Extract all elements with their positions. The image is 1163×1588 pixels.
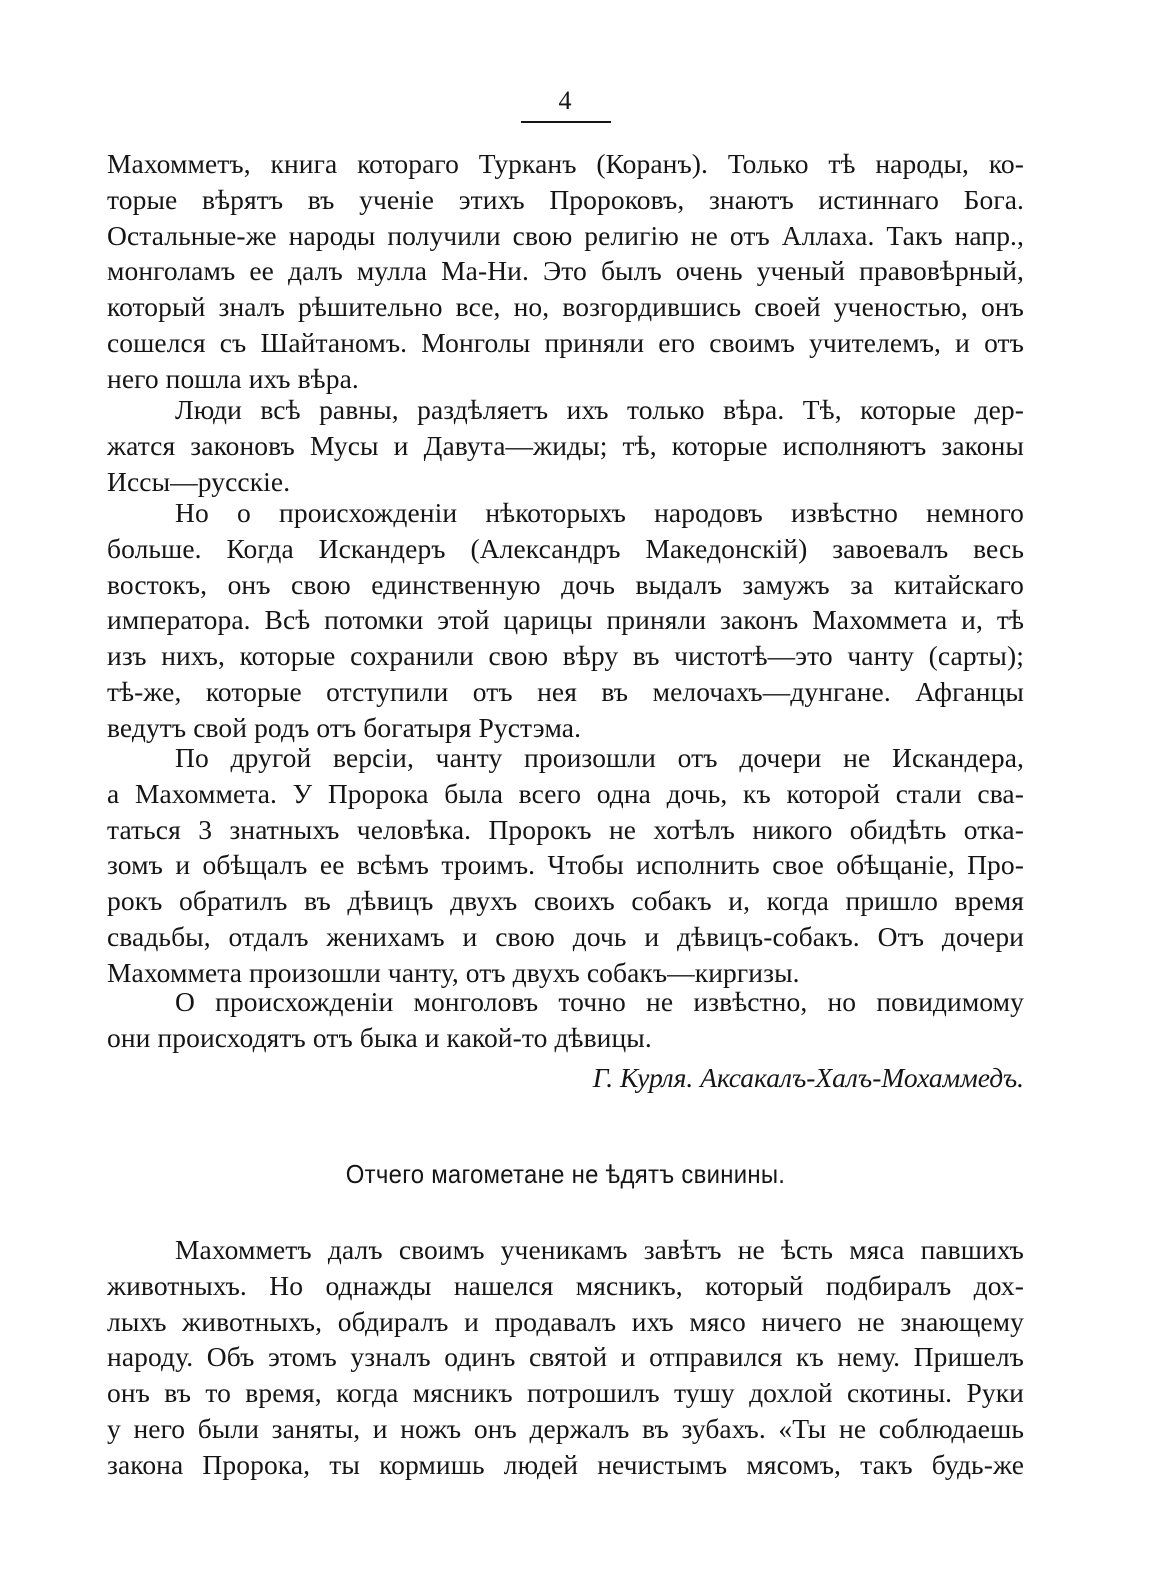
text-line: Люди всѣ равны, раздѣляетъ ихъ только вѣра. Тѣ, которые дер- xyxy=(175,394,1024,425)
text-line: тѣ-же, которые отступили отъ нея въ мелочахъ—дунгане. Афганцы xyxy=(107,675,1024,707)
paragraph-3 xyxy=(107,495,1024,746)
author-signature: Г. Курля. Аксакалъ-Халъ-Мохаммедъ. xyxy=(592,1062,1024,1093)
text-line: животныхъ. Но однажды нашелся мясникъ, который подбиралъ дох- xyxy=(107,1269,1024,1301)
text-line: народу. Объ этомъ узналъ одинъ святой и отправился къ нему. Пришелъ xyxy=(107,1341,1024,1373)
text-line: онъ въ то время, когда мясникъ потрошилъ тушу дохлой скотины. Руки xyxy=(107,1377,1024,1409)
text-line: ведутъ свой родъ отъ богатыря Рустэма. xyxy=(107,711,582,743)
section-title: Отчего магометане не ѣдятъ свинины. xyxy=(345,1159,786,1189)
text-line: жатся законовъ Мусы и Давута—жиды; тѣ, которые исполняютъ законы xyxy=(107,429,1024,461)
text-line: Махомметъ далъ своимъ ученикамъ завѣтъ не ѣсть мяса павшихъ xyxy=(175,1234,1024,1265)
text-line: больше. Когда Искандеръ (Александръ Македонскій) завоевалъ весь xyxy=(107,532,1024,564)
text-line: у него были заняты, и ножъ онъ держалъ въ зубахъ. «Ты не соблюдаешь xyxy=(107,1412,1024,1444)
paragraph-2 xyxy=(107,392,1024,499)
text-line: который зналъ рѣшительно все, но, возгордившись своей ученостью, онъ xyxy=(107,291,1024,323)
paragraph-1 xyxy=(107,146,1024,397)
page-number-rule xyxy=(521,121,611,123)
text-line: О происхожденіи монголовъ точно не извѣстно, но повидимому xyxy=(175,986,1024,1017)
text-line: императора. Всѣ потомки этой царицы приняли законъ Махоммета и, тѣ xyxy=(107,604,1024,636)
text-line: Махоммета произошли чанту, отъ двухъ собакъ—киргизы. xyxy=(107,956,800,988)
text-line: По другой версіи, чанту произошли отъ дочери не Искандера, xyxy=(175,742,1024,773)
text-line: рокъ обратилъ въ дѣвицъ двухъ своихъ собакъ и, когда пришло время xyxy=(107,885,1024,917)
text-line: лыхъ животныхъ, обдиралъ и продавалъ ихъ мясо ничего не знающему xyxy=(107,1305,1024,1337)
text-line: таться 3 знатныхъ человѣка. Пророкъ не хотѣлъ никого обидѣть отка- xyxy=(107,813,1024,845)
paragraph-4 xyxy=(107,740,1024,991)
text-line: свадьбы, отдалъ женихамъ и свою дочь и дѣвицъ-собакъ. Отъ дочери xyxy=(107,920,1024,952)
paragraph-6 xyxy=(107,1232,1024,1483)
text-line: торые вѣрятъ въ ученіе этихъ Пророковъ, знаютъ истиннаго Бога. xyxy=(107,183,1024,215)
text-line: они происходятъ отъ быка и какой-то дѣвицы. xyxy=(107,1021,652,1053)
page-number: 4 xyxy=(558,86,572,115)
text-line: монголамъ ее далъ мулла Ма-Ни. Это былъ очень ученый правовѣрный, xyxy=(107,255,1024,287)
text-line: а Махоммета. У Пророка была всего одна дочь, къ которой стали сва- xyxy=(107,777,1024,809)
paragraph-5 xyxy=(107,984,1024,1056)
text-line: Иссы—русскіе. xyxy=(107,465,291,497)
text-line: сошелся съ Шайтаномъ. Монголы приняли его своимъ учителемъ, и отъ xyxy=(107,326,1024,358)
text-line: изъ нихъ, которые сохранили свою вѣру въ чистотѣ—это чанту (сарты); xyxy=(107,640,1024,672)
text-line: Но о происхожденіи нѣкоторыхъ народовъ извѣстно немного xyxy=(175,497,1024,528)
text-line: зомъ и обѣщалъ ее всѣмъ троимъ. Чтобы исполнить свое обѣщаніе, Про- xyxy=(107,849,1024,881)
text-line: востокъ, онъ свою единственную дочь выдалъ замужъ за китайскаго xyxy=(107,568,1024,600)
text-line: Махомметъ, книга котораго Турканъ (Коранъ). Только тѣ народы, ко- xyxy=(107,148,1024,179)
text-line: Остальные-же народы получили свою религію не отъ Аллаха. Такъ напр., xyxy=(107,219,1024,251)
text-line: закона Пророка, ты кормишь людей нечистымъ мясомъ, такъ будь-же xyxy=(107,1448,1024,1480)
text-line: него пошла ихъ вѣра. xyxy=(107,362,359,394)
